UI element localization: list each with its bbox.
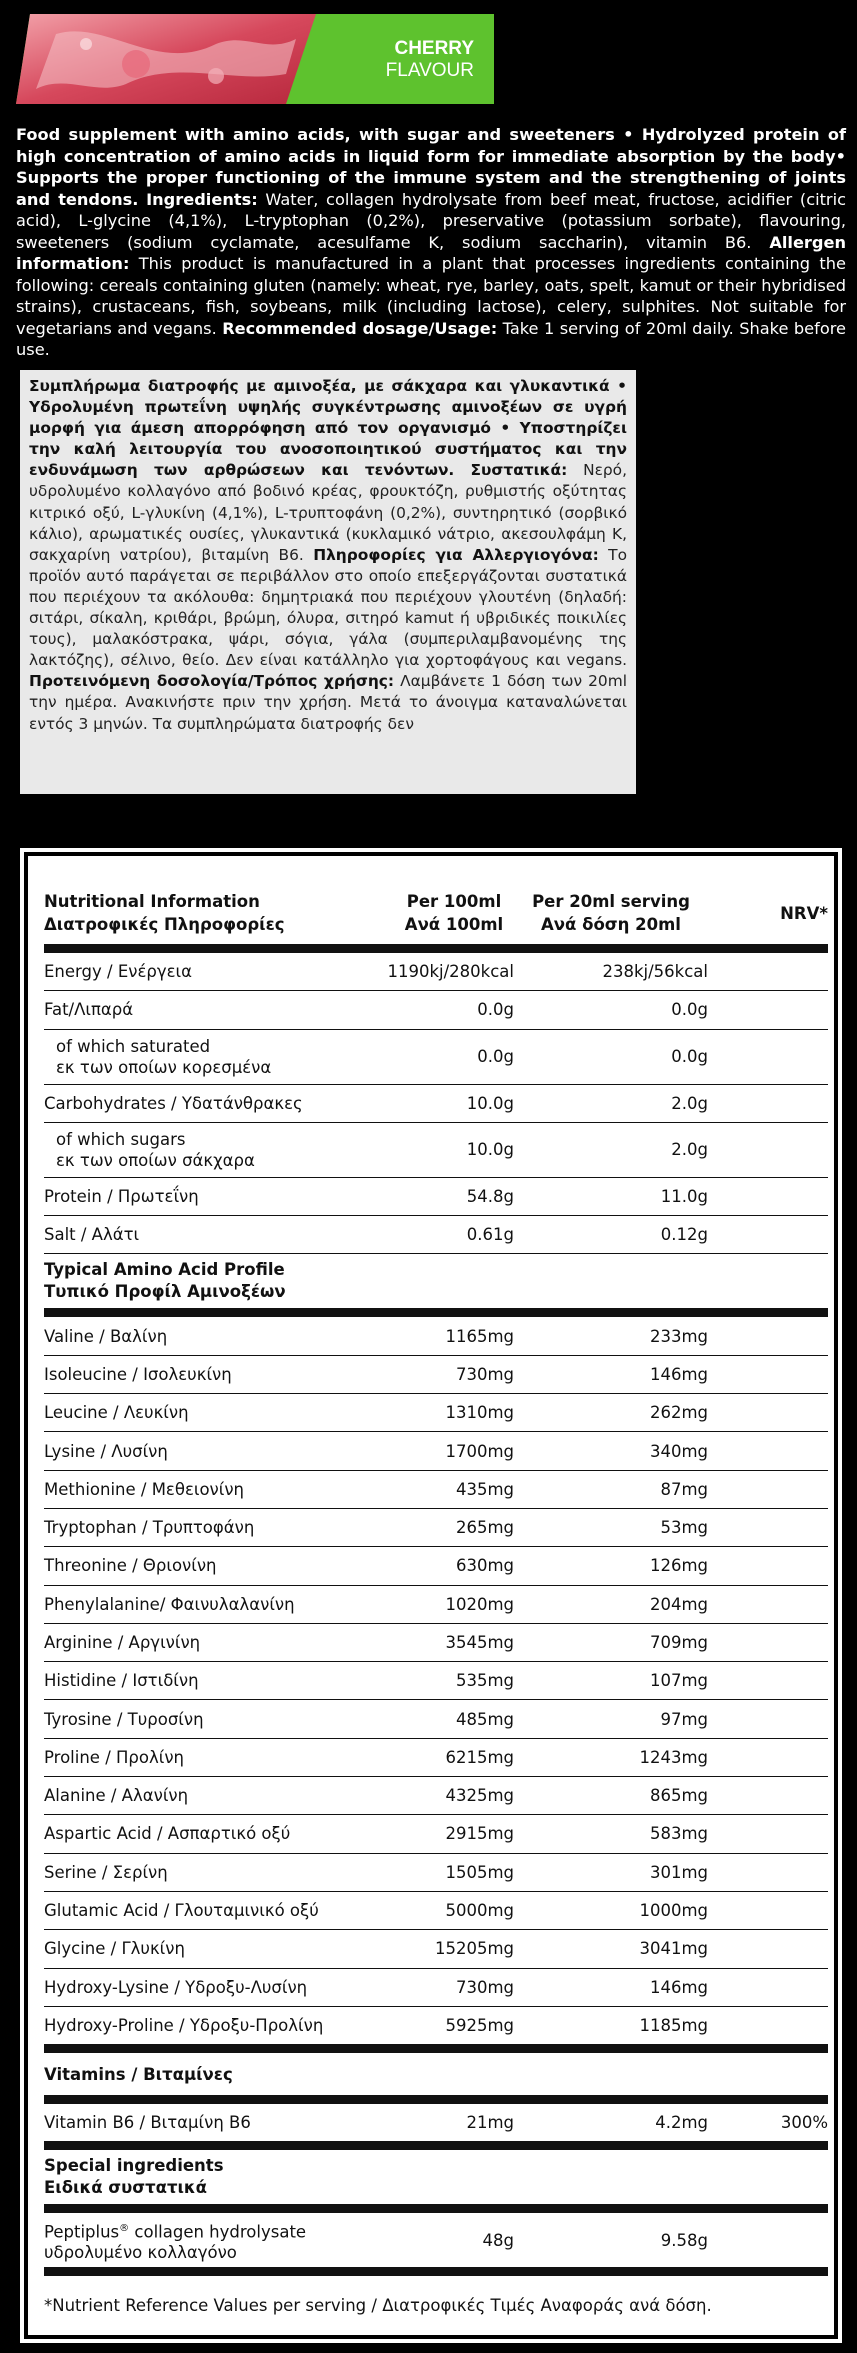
vitamins-section-heading — [44, 2053, 828, 2095]
table-row-amino — [44, 1854, 828, 1891]
table-row-amino — [44, 1624, 828, 1661]
row-label: Aspartic Acid / Ασπαρτικό οξύ — [44, 1824, 291, 1844]
greek-dosage-label: Προτεινόμενη δοσολογία/Τρόπος χρήσης: — [29, 672, 395, 691]
english-ingredients-label: Ingredients: — [146, 189, 258, 209]
header-col1-en: Nutritional Information — [44, 892, 260, 911]
row-per20: 146mg — [649, 1977, 708, 1997]
row-label: Threonine / Θριονίνη — [44, 1556, 217, 1576]
row-per100: 5925mg — [445, 2015, 514, 2035]
row-per100: 2915mg — [445, 1824, 514, 1844]
row-per20: 3041mg — [639, 1939, 708, 1959]
amino-title-en: Typical Amino Acid Profile — [44, 1260, 285, 1280]
row-nrv — [708, 1394, 828, 1431]
row-label: Glycine / Γλυκίνη — [44, 1939, 185, 1959]
nutrition-panel — [20, 848, 842, 2343]
table-row-amino — [44, 1356, 828, 1393]
english-dosage-text: Take 1 serving of 20ml daily. Shake before use. — [16, 318, 846, 359]
table-row-fat — [44, 991, 828, 1028]
table-row-vitamin-b6 — [44, 2104, 828, 2141]
row-label-en: collagen hydrolysate — [129, 2222, 307, 2242]
row-per20: 97mg — [660, 1709, 708, 1729]
row-label: Lysine / Λυσίνη — [44, 1441, 168, 1461]
row-label: Histidine / Ιστιδίνη — [44, 1671, 199, 1691]
greek-allergen-text: Το προϊόν αυτό παράγεται σε περιβάλλον στο οποίο επεξεργάζονται συστατικά που περιέχουν τα ακόλουθα: δημητριακά που περιέχουν γλουτένη (δηλαδή: σιτάρι, σίκαλη, κριθάρι, βρώμη, όλυρα, σιτηρό kamut ή υβριδικές ποικιλίες τους), μαλακόστρακα, ψάρι, σόγια, γάλα (συμπεριλαμβανομένης της λακτόζης), σέλινο, θείο. Δεν είναι κατάλληλο για χορτοφάγους και vegans. — [29, 545, 627, 670]
row-per100: 10.0g — [466, 1140, 514, 1160]
row-label: Glutamic Acid / Γλουταμινικό οξύ — [44, 1901, 319, 1921]
row-per100: 0.61g — [466, 1225, 514, 1245]
row-per20: 11.0g — [660, 1187, 708, 1207]
row-per20: 87mg — [660, 1479, 708, 1499]
row-per100: 4325mg — [445, 1786, 514, 1806]
english-ingredients-text: Water, collagen hydrolysate from beef meat, fructose, acidifier (citric acid), L-glycine (4,1%), L-tryptophan (0,2%), preservative (potassium sorbate), flavouring, sweeteners (sodium cyclamate, acesulfame K, sodium saccharin), vitamin B6. — [16, 189, 846, 252]
table-row-sugars — [44, 1123, 828, 1177]
row-label: Phenylalanine/ Φαινυλαλανίνη — [44, 1594, 295, 1614]
table-row-salt — [44, 1216, 828, 1253]
row-per20: 2.0g — [671, 1093, 708, 1113]
row-per100: 54.8g — [466, 1187, 514, 1207]
row-label-brand: Peptiplus — [44, 2222, 120, 2242]
row-per20: 126mg — [649, 1556, 708, 1576]
row-label: Salt / Αλάτι — [44, 1225, 140, 1245]
row-label: Alanine / Αλανίνη — [44, 1786, 189, 1806]
greek-allergen-label: Πληροφορίες για Αλλεργιογόνα: — [313, 545, 599, 564]
registered-mark: ® — [119, 2222, 130, 2234]
greek-intro: Συμπλήρωμα διατροφής με αμινοξέα, με σάκχαρα και γλυκαντικά • Υδρολυμένη πρωτεΐνη υψηλής συγκέντρωσης αμινοξέων σε υγρή μορφή για άμεση απορρόφηση από τον οργανισμό • Υποστηρίζει την καλή λειτουργία του ανοσοποιητικού συστήματος και την ενδυνάμωση των αρθρώσεων και τενόντων. — [29, 377, 627, 480]
row-label-gr: εκ των οποίων σάκχαρα — [56, 1150, 255, 1170]
row-label-en: of which saturated — [56, 1036, 211, 1056]
row-per100: 485mg — [455, 1709, 514, 1729]
row-per100: 1020mg — [445, 1594, 514, 1614]
row-per100: 0.0g — [477, 1000, 514, 1020]
row-per20: 0.0g — [671, 1000, 708, 1020]
row-label: Proline / Προλίνη — [44, 1747, 185, 1767]
row-label: Protein / Πρωτεΐνη — [44, 1187, 199, 1207]
table-row-amino — [44, 1662, 828, 1699]
row-per20: 233mg — [649, 1326, 708, 1346]
flavour-name: CHERRY — [394, 38, 474, 59]
english-allergen-label: Allergen information: — [16, 232, 846, 273]
table-row-amino — [44, 1394, 828, 1431]
row-per20: 709mg — [649, 1633, 708, 1652]
header-col1-gr: Διατροφικές Πληροφορίες — [44, 915, 285, 934]
row-per20: 2.0g — [671, 1140, 708, 1160]
row-per100: 21mg — [466, 2113, 514, 2133]
row-per20: 107mg — [649, 1671, 708, 1691]
row-nrv — [708, 1969, 828, 2006]
row-per20: 583mg — [649, 1824, 708, 1844]
table-row-amino — [44, 1777, 828, 1814]
english-intro: Food supplement with amino acids, with sugar and sweeteners • Hydrolyzed protein of high concentration of amino acids in liquid form for immediate absorption by the body• Supports the proper functioning of the immune system and the strengthening of joints and tendons. — [16, 125, 846, 209]
row-label: Arginine / Αργινίνη — [44, 1633, 201, 1652]
row-nrv — [708, 1739, 828, 1776]
table-row-amino — [44, 2007, 828, 2044]
row-nrv — [708, 1509, 828, 1546]
table-row-amino — [44, 1739, 828, 1776]
table-header — [44, 882, 828, 944]
row-nrv — [708, 1432, 828, 1469]
row-per100: 3545mg — [445, 1633, 514, 1652]
nrv-footnote: *Nutrient Reference Values per serving / Διατροφικές Τιμές Αναφοράς ανά δόση. — [44, 2296, 712, 2315]
table-row-amino — [44, 1815, 828, 1852]
special-title-en: Special ingredients — [44, 2156, 224, 2176]
row-per100: 1310mg — [445, 1403, 514, 1423]
row-nrv — [708, 1662, 828, 1699]
row-label: Fat/Λιπαρά — [44, 1000, 134, 1020]
row-per100: 535mg — [455, 1671, 514, 1691]
row-label: Isoleucine / Ισολευκίνη — [44, 1364, 232, 1384]
row-per100: 730mg — [455, 1364, 514, 1384]
greek-description — [29, 376, 627, 735]
row-per100: 1505mg — [445, 1862, 514, 1882]
row-label: Valine / Βαλίνη — [44, 1326, 168, 1346]
row-per20: 4.2mg — [655, 2113, 708, 2133]
header-nrv: NRV* — [780, 903, 828, 923]
table-row-protein — [44, 1178, 828, 1215]
row-per100: 5000mg — [445, 1901, 514, 1921]
english-dosage-label: Recommended dosage/Usage: — [222, 318, 498, 338]
row-label-gr: υδρολυμένο κολλαγόνο — [44, 2243, 237, 2263]
amino-title-gr: Τυπικό Προφίλ Αμινοξέων — [44, 1282, 286, 1302]
header-col2-gr: Ανά 100ml — [404, 915, 504, 934]
greek-description-box — [20, 370, 636, 794]
row-per20: 238kj/56kcal — [602, 962, 708, 982]
row-per20: 9.58g — [660, 2230, 708, 2250]
row-per20: 1243mg — [639, 1747, 708, 1767]
row-per100: 730mg — [455, 1977, 514, 1997]
flavour-banner — [16, 14, 494, 104]
header-col3-en: Per 20ml serving — [532, 892, 690, 911]
row-label: Carbohydrates / Υδατάνθρακες — [44, 1093, 303, 1113]
table-row-energy — [44, 953, 828, 990]
row-label: Hydroxy-Proline / Υδροξυ-Προλίνη — [44, 2015, 324, 2035]
row-per100: 0.0g — [477, 1047, 514, 1067]
row-label: Vitamin B6 / Βιταμίνη B6 — [44, 2113, 251, 2133]
table-row-amino — [44, 1930, 828, 1967]
header-col3-gr: Ανά δόση 20ml — [541, 915, 681, 934]
row-nrv — [708, 2007, 828, 2044]
row-label: Serine / Σερίνη — [44, 1862, 168, 1882]
greek-ingredients-text: Νερό, υδρολυμένο κολλαγόνο από βοδινό κρέας, φρουκτόζη, ρυθμιστής οξύτητας κιτρικό οξύ, L-γλυκίνη (4,1%), L-τρυπτοφάνη (0,2%), συντηρητικό (σορβικό κάλιο), αρωματικές ουσίες, γλυκαντικά (κυκλαμικό νάτριο, ακεσουλφάμη Κ, σακχαρίνη νατρίου), βιταμίνη B6. — [29, 461, 627, 564]
row-nrv — [708, 1317, 828, 1354]
table-row-carbohydrates — [44, 1085, 828, 1122]
row-nrv — [708, 1930, 828, 1967]
row-per20: 0.0g — [671, 1047, 708, 1067]
row-nrv: 300% — [780, 2113, 828, 2133]
row-nrv — [708, 1624, 828, 1661]
row-per100: 15205mg — [434, 1939, 514, 1959]
table-row-amino — [44, 1892, 828, 1929]
row-nrv — [708, 1777, 828, 1814]
table-row-amino — [44, 1586, 828, 1623]
row-label-en: of which sugars — [56, 1129, 186, 1149]
greek-dosage-text: Λαμβάνετε 1 δόση των 20ml την ημέρα. Ανακινήστε πριν την χρήση. Μετά το άνοιγμα καταναλώνεται εντός 3 μηνών. Τα συμπληρώματα διατροφής δεν — [29, 672, 627, 733]
table-row-amino — [44, 1432, 828, 1469]
row-nrv — [708, 1815, 828, 1852]
table-row-amino — [44, 1700, 828, 1737]
row-per20: 53mg — [660, 1518, 708, 1538]
row-nrv — [708, 1892, 828, 1929]
table-row-amino — [44, 1471, 828, 1508]
row-per100: 435mg — [455, 1479, 514, 1499]
table-row-amino — [44, 1317, 828, 1354]
row-per20: 1000mg — [639, 1901, 708, 1921]
row-per100: 265mg — [455, 1518, 514, 1538]
table-row-peptiplus — [44, 2213, 828, 2267]
row-nrv — [708, 1547, 828, 1584]
row-per100: 1165mg — [445, 1326, 514, 1346]
row-per20: 301mg — [649, 1862, 708, 1882]
table-row-saturated — [44, 1030, 828, 1084]
row-label: Hydroxy-Lysine / Υδροξυ-Λυσίνη — [44, 1977, 308, 1997]
row-label-gr: εκ των οποίων κορεσμένα — [56, 1057, 272, 1077]
row-per20: 865mg — [649, 1786, 708, 1806]
greek-ingredients-label: Συστατικά: — [454, 461, 568, 480]
row-nrv — [708, 1586, 828, 1623]
row-per20: 1185mg — [639, 2015, 708, 2035]
row-label: Tryptophan / Τρυπτοφάνη — [44, 1518, 255, 1538]
row-label: Energy / Ενέργεια — [44, 962, 192, 982]
row-per20: 146mg — [649, 1364, 708, 1384]
row-per20: 340mg — [649, 1441, 708, 1461]
row-nrv — [708, 1854, 828, 1891]
special-title-gr: Ειδικά συστατικά — [44, 2178, 207, 2198]
row-nrv — [708, 1356, 828, 1393]
row-per20: 262mg — [649, 1403, 708, 1423]
amino-section-heading — [44, 1254, 828, 1308]
row-per100: 630mg — [455, 1556, 514, 1576]
special-section-heading — [44, 2150, 828, 2204]
row-per100: 1700mg — [445, 1441, 514, 1461]
row-per20: 204mg — [649, 1594, 708, 1614]
row-per100: 48g — [482, 2230, 514, 2250]
english-allergen-text: This product is manufactured in a plant that processes ingredients containing the following: cereals containing gluten (namely: wheat, rye, barley, oats, spelt, kamut or their hybridised strains), crustaceans, fish, soybeans, milk (including lactose), celery, sulphites. Not suitable for vegetarians and vegans. — [16, 254, 846, 338]
row-per100: 1190kj/280kcal — [387, 962, 514, 982]
flavour-label: FLAVOUR — [385, 60, 474, 81]
table-row-amino — [44, 1969, 828, 2006]
row-per20: 0.12g — [660, 1225, 708, 1245]
row-per100: 6215mg — [445, 1747, 514, 1767]
vitamins-title: Vitamins / Βιταμίνες — [44, 2064, 233, 2084]
nutrition-table — [44, 882, 828, 2276]
english-description — [16, 124, 846, 361]
row-nrv — [708, 1471, 828, 1508]
row-per100: 10.0g — [466, 1093, 514, 1113]
row-label: Leucine / Λευκίνη — [44, 1403, 189, 1423]
row-nrv — [708, 1700, 828, 1737]
header-col2-en: Per 100ml — [406, 892, 502, 911]
row-label: Methionine / Μεθειονίνη — [44, 1479, 245, 1499]
row-label: Tyrosine / Τυροσίνη — [44, 1709, 204, 1729]
table-row-amino — [44, 1547, 828, 1584]
table-row-amino — [44, 1509, 828, 1546]
